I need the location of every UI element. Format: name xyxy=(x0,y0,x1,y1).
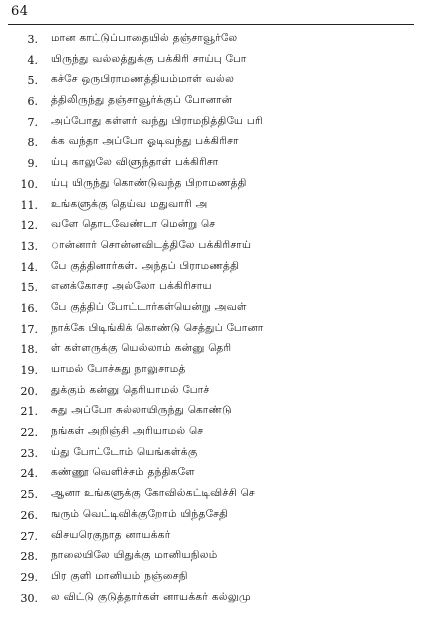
text-line xyxy=(0,278,426,299)
text-line xyxy=(0,423,426,444)
line-number: 23. xyxy=(20,446,38,460)
line-text: அப்போது கள்ளர் வந்து பிராமநித்தியே பரி xyxy=(51,114,263,127)
text-line xyxy=(0,299,426,320)
text-line xyxy=(0,382,426,403)
line-text: ஆனா உங்களுக்கு கோவில்கட்டிவிச்சி செ xyxy=(51,487,255,500)
text-line xyxy=(0,444,426,465)
line-text: துக்கும் கன்னு தெரியாமல் போச் xyxy=(51,383,210,396)
line-number: 6. xyxy=(27,95,38,109)
text-line xyxy=(0,402,426,423)
text-line xyxy=(0,92,426,113)
line-number: 18. xyxy=(20,343,38,357)
text-line xyxy=(0,133,426,154)
line-text: பிர குளி மானியம் நஞ்சைநி xyxy=(51,569,188,582)
line-number: 25. xyxy=(20,488,38,502)
text-line xyxy=(0,320,426,341)
line-text: உங்களுக்கு தெய்வ மதுவாரி அ xyxy=(51,197,208,210)
line-number: 8. xyxy=(27,136,38,150)
line-text: வளே தொடவேண்டா மென்று செ xyxy=(51,218,216,231)
text-line xyxy=(0,485,426,506)
line-number: 13. xyxy=(20,239,38,253)
line-number: 12. xyxy=(20,219,38,233)
line-number: 16. xyxy=(20,301,38,315)
line-number: 11. xyxy=(20,198,38,212)
line-number: 29. xyxy=(20,570,38,584)
line-text: கச்சே ஒருபிராமணத்தியம்மாள் வல்ல xyxy=(51,73,235,86)
text-line xyxy=(0,506,426,527)
line-number: 30. xyxy=(20,591,38,605)
line-text: க்க வந்தா அப்போ ஓடிவந்து பக்கிரிசா xyxy=(51,135,239,148)
line-text: யிருந்து வல்லத்துக்கு பக்கிரி சாய்பு போ xyxy=(51,52,247,65)
line-number: 7. xyxy=(27,115,38,129)
line-text: சுது அப்போ சுல்லாயிருந்து கொண்டு xyxy=(51,404,232,417)
text-line xyxy=(0,51,426,72)
line-number: 14. xyxy=(20,260,38,274)
text-line xyxy=(0,113,426,134)
text-line xyxy=(0,237,426,258)
line-text: கண்ணூ வெளிச்சம் தந்திகளே xyxy=(51,466,195,479)
line-number: 10. xyxy=(20,177,38,191)
line-number: 28. xyxy=(20,550,38,564)
line-number: 20. xyxy=(20,384,38,398)
line-text: ல விட்டு குடுத்தார்கள் னாயக்கர் கல்லுமு xyxy=(51,590,251,603)
line-number: 3. xyxy=(27,33,38,46)
text-line xyxy=(0,547,426,568)
line-number: 5. xyxy=(27,74,38,88)
line-number: 4. xyxy=(27,53,38,67)
text-lines xyxy=(0,30,426,609)
line-text: ள் கள்ளருக்கு யெல்லாம் கன்னு தெரி xyxy=(51,342,232,355)
line-text: யாமல் போச்சுது நாலுசாமத் xyxy=(51,363,186,375)
line-number: 24. xyxy=(20,467,38,481)
line-text: பே குத்தினார்கள். அந்தப் பிராமணத்தி xyxy=(51,259,240,272)
line-text: நங்கள் அறிஞ்சி அரியாமல் செ xyxy=(51,425,204,438)
line-number: 21. xyxy=(20,405,38,419)
line-text: நாக்கே பிடிங்கிக் கொண்டு செத்துப் போனா xyxy=(51,321,264,334)
line-text: ான்னார் சொன்னவிடத்திலே பக்கிரிசாய் xyxy=(51,238,252,251)
line-number: 22. xyxy=(20,426,38,440)
text-line xyxy=(0,258,426,279)
text-line xyxy=(0,464,426,485)
text-line xyxy=(0,361,426,382)
text-line xyxy=(0,589,426,610)
line-text: ஙரும் வெட்டிவிக்குறோம் யிந்தசேதி xyxy=(51,507,229,520)
text-line xyxy=(0,216,426,237)
text-line xyxy=(0,527,426,548)
line-text: எனக்கோசர அல்லோ பக்கிரிசாய xyxy=(51,280,212,293)
text-line xyxy=(0,71,426,92)
line-text: ய்பு யிருந்து கொண்டுவந்த பிறாமணத்தி xyxy=(51,176,247,189)
text-line xyxy=(0,568,426,589)
text-line xyxy=(0,154,426,175)
text-line xyxy=(0,175,426,196)
line-number: 26. xyxy=(20,508,38,522)
line-text: பே குத்திப் போட்டார்கள்யென்று அவள் xyxy=(51,300,247,313)
page-number: 64 xyxy=(11,4,29,19)
line-text: த்திலிருந்து தஞ்சாவூர்க்குப் போனான் xyxy=(51,94,233,107)
line-text: மான காட்டுப்பாதையில் தஞ்சாவூர்லே xyxy=(51,32,238,44)
line-number: 15. xyxy=(20,281,38,295)
line-text: ய்பு காலுலே விளுந்தாள் பக்கிரிசா xyxy=(51,156,219,169)
text-line xyxy=(0,340,426,361)
line-text: நாலையிலே யிதுக்கு மானியநிலம் xyxy=(51,549,218,562)
line-number: 19. xyxy=(20,364,38,377)
line-number: 17. xyxy=(20,322,38,336)
text-line xyxy=(0,30,426,51)
line-number: 9. xyxy=(27,157,38,171)
text-line xyxy=(0,196,426,217)
line-number: 27. xyxy=(20,529,38,543)
header-rule xyxy=(8,24,414,25)
line-text: விசயரெகுநாத னாயக்கர் xyxy=(51,528,171,541)
line-text: ய்து போட்டோம் யெங்கள்க்கு xyxy=(51,445,198,458)
